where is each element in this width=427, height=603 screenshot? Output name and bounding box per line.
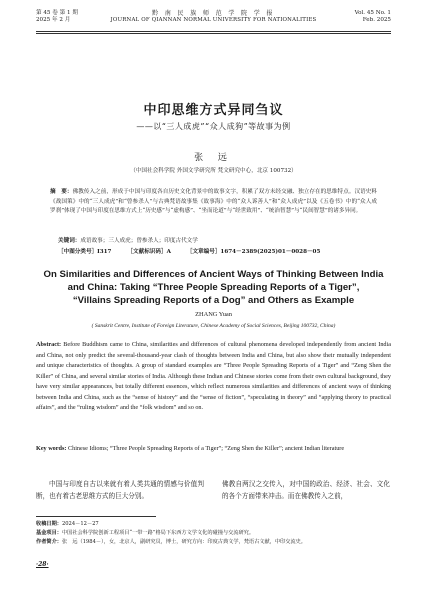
author-en: ZHANG Yuan (195, 311, 232, 318)
keywords-en (36, 444, 391, 455)
document-code: ［文献标识码］A (127, 249, 171, 255)
footnote-received-text: 2024－12－27 (61, 521, 99, 527)
subtitle-cn: ——以“三人成虎”“众人成狗”等故事为例 (136, 122, 291, 131)
affiliation-en: ( Sanskrit Centre, Institute of Foreign Literature, Chinese Academy of Social Sciences, Beijing 100732, China) (91, 323, 336, 329)
title-en-line-2: and China: Taking “Three People Spreading Reports of a Tiger”, (67, 282, 360, 293)
footnote-fund-label: 基金项目： (36, 530, 62, 536)
footnote-author (36, 538, 391, 546)
body-column-right: 佛教自两汉之交传入，对中国的政治、经济、社会、文化的各个方面带来冲击。而在佛教传入之前， (222, 480, 390, 500)
abstract-cn-text: 佛教传入之前，形成于中国与印度各自历史文化背景中的故事文字，积累了双方未经交融、独立存在的思维特点。汉语史料《战国策》中的“三人成虎”和“曾参杀人”与古典梵语故事集《故事海》中的“众人诉善人”和“众人成虎”以及《五卷书》中的“众人成罗刹”体现了中国与印度在思维方式上“历史感”与“虚构感”、“坐而论道”与“经世致用”、“统治智慧”与“民间智慧”的诸多异同。 (50, 189, 377, 215)
header-date-cn: 2025 年 2 月 (36, 17, 71, 23)
abstract-cn (50, 188, 377, 217)
running-header (36, 10, 391, 32)
abstract-en-text: Before Buddhism came to China, similarities and differences of cultural phenomena developed independently from ancient India and China, not only predict the several-thousand-year clash of thoughts between India and China, but also show their mutually independent and unique characteristics of thoughts. A group of standard examples are “Three People Spreading Reports of a Tiger” and “Zeng Shen the Killer” of China, and several similar stories of India. Although these Indian and Chinese stories come from their own cultural background, they have very similar appearances, but totally different essences, which reflect numerous similarities and differences of ancient ways of thinking between India and China, such as the “sense of history” and the “sense of fiction”, “speculating in theory” and “applying theory to practical affairs”, and the “ruling wisdom” and the “folk wisdom” and so on. (36, 341, 391, 411)
footnote-author-label: 作者简介： (36, 539, 62, 545)
header-volume-info (36, 10, 96, 24)
author-cn: 张 远 (194, 153, 233, 163)
header-volume-info-en (331, 10, 391, 24)
title-cn: 中印思维方式异同刍议 (143, 103, 284, 118)
header-journal-name-cn: 黔 南 民 族 师 范 学 院 学 报 (152, 10, 275, 17)
footnote-received-label: 收稿日期： (36, 521, 62, 527)
abstract-cn-label: 摘 要： (50, 189, 73, 195)
clc-number: ［中图分类号］I317 (58, 249, 112, 255)
abstract-en (36, 340, 391, 414)
header-volume-issue-en: Vol. 45 No. 1 (354, 10, 391, 16)
keywords-cn-text: 成语故事；三人成虎；曾参杀人；印度古代文学 (80, 238, 198, 244)
abstract-en-label: Abstract: (36, 341, 62, 348)
title-en-line-3: “Villains Spreading Reports of a Dog” and Others as Example (72, 295, 355, 306)
article-id: ［文章编号］1674－2389(2025)01－0028－05 (186, 249, 321, 255)
keywords-en-label: Key words: (36, 445, 67, 452)
header-date-en: Feb. 2025 (362, 17, 391, 23)
keywords-en-text: Chinese Idioms; “Three People Spreading Reports of a Tiger”; “Zeng Shen the Killer”; ancient Indian literature (66, 445, 345, 452)
affiliation-cn: （中国社会科学院 外国文学研究所 梵文研究中心，北京 100732） (130, 168, 297, 174)
header-journal-name-en: JOURNAL OF QIANNAN NORMAL UNIVERSITY FOR NATIONALITIES (110, 17, 317, 23)
footnote-fund-text: 中国社会科学院创新工程项目“一带一路”格局下东西方文学文化的碰撞与交流研究。 (61, 530, 255, 536)
header-rule-top (36, 31, 391, 32)
body-column-left: 中国与印度自古以来就有着人类共通的情感与价值判断，也有着古老思维方式的巨大分别。 (36, 480, 204, 500)
header-journal-name (106, 10, 321, 24)
page-number: ·28· (36, 561, 49, 568)
header-volume-issue-cn: 第 45 卷 第 1 期 (36, 10, 78, 16)
footnote-author-text: 张 远（1984－），女，北京人，副研究员，博士，研究方向：印度古典文学，梵语古文献，中印交流史。 (61, 539, 306, 545)
keywords-cn (58, 236, 377, 244)
title-en-line-1: On Similarities and Differences of Ancient Ways of Thinking Between India (43, 269, 384, 280)
footnote-received (36, 520, 391, 528)
title-en (14, 268, 413, 307)
header-rule-bottom (36, 33, 391, 34)
footnote-fund (36, 529, 391, 537)
keywords-cn-label: 关键词： (58, 238, 81, 244)
footnote-rule (36, 516, 156, 517)
classification-ids (58, 247, 377, 255)
